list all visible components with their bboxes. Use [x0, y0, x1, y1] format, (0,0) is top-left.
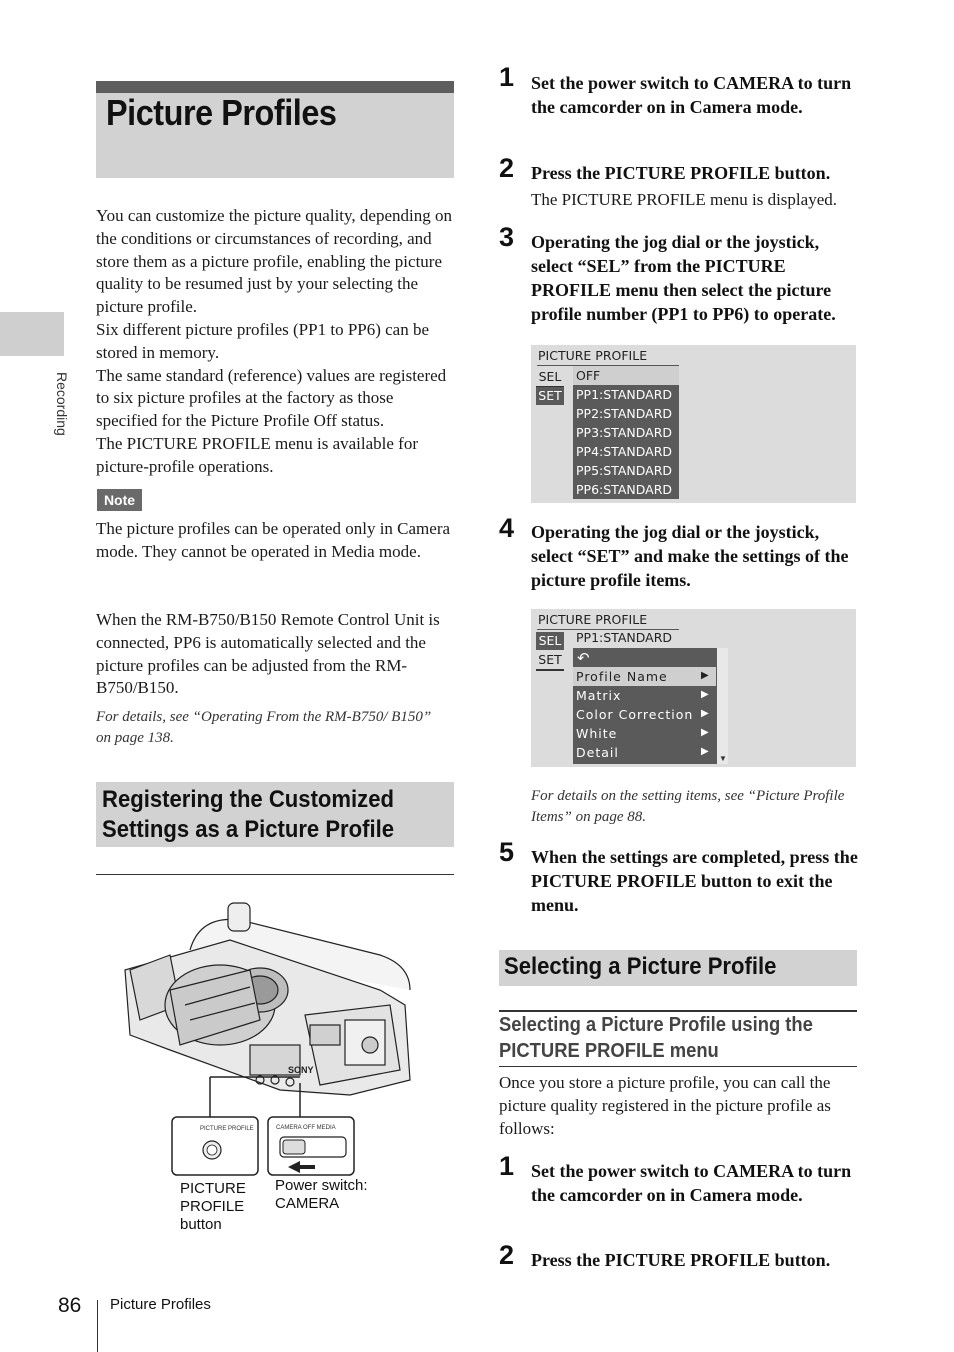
menu-item[interactable]: Detail — [576, 745, 619, 760]
pp-button-small-label: PICTURE PROFILE — [200, 1126, 254, 1132]
note-badge: Note — [97, 489, 142, 511]
submenu-arrow-icon: ▶ — [701, 727, 709, 738]
intro-paragraph: You can customize the picture quality, depending on the conditions or circumstances of recording, and store them as a picture profile, enabling the picture quality to be resumed just by your selecting the picture profile. — [96, 206, 452, 317]
divider — [96, 874, 454, 875]
menu-list — [573, 648, 728, 764]
step-number: 1 — [499, 1151, 515, 1181]
return-icon[interactable]: ↶ — [577, 649, 590, 667]
step-number: 4 — [499, 513, 515, 543]
menu-item[interactable]: PP4:STANDARD — [576, 444, 673, 459]
tag-sel: SEL — [536, 368, 564, 388]
note-paragraph: When the RM-B750/B150 Remote Control Unit is connected, PP6 is automatically selected and the picture profiles can be adjusted from the RM-B750/B150. — [96, 610, 440, 698]
intro-paragraph: The same standard (reference) values are registered to six picture profiles at the factory as those specified for the Picture Profile Off status. — [96, 365, 447, 431]
note-paragraph: The picture profiles can be operated only in Camera mode. They cannot be operated in Media mode. — [96, 519, 451, 561]
step-description: The PICTURE PROFILE menu is displayed. — [531, 190, 837, 209]
menu-item[interactable]: PP2:STANDARD — [576, 406, 673, 421]
menu-item[interactable]: PP3:STANDARD — [576, 425, 673, 440]
note-text — [96, 518, 458, 564]
submenu-arrow-icon: ▶ — [701, 689, 709, 700]
screen-title: PICTURE PROFILE — [538, 612, 648, 627]
select-intro: Once you store a picture profile, you can call the picture quality registered in the picture profile as follows: — [499, 1073, 831, 1138]
step-number: 1 — [499, 62, 515, 92]
section-heading-text: Selecting a Picture Profile — [504, 953, 777, 980]
divider — [499, 1066, 857, 1067]
footer-divider — [97, 1300, 98, 1352]
brand-logo: SONY — [288, 1065, 314, 1075]
side-tab — [0, 312, 64, 356]
step-text: Press the PICTURE PROFILE button. — [531, 163, 831, 183]
step-number: 5 — [499, 837, 515, 867]
step-number: 3 — [499, 222, 515, 252]
submenu-arrow-icon: ▶ — [701, 708, 709, 719]
menu-list — [573, 366, 679, 499]
screen-title: PICTURE PROFILE — [538, 348, 648, 363]
step-text: Operating the jog dial or the joystick, select “SET” and make the settings of the picture profile items. — [531, 522, 849, 590]
intro-paragraph: Six different picture profiles (PP1 to PP6) can be stored in memory. — [96, 319, 430, 362]
intro-paragraph: The PICTURE PROFILE menu is available for picture-profile operations. — [96, 433, 419, 476]
menu-item[interactable]: PP6:STANDARD — [576, 482, 673, 497]
cross-reference: For details, see “Operating From the RM-B750/ B150” on page 138. — [96, 709, 432, 746]
menu-item[interactable]: Profile Name — [573, 667, 716, 686]
tag-set: SET — [536, 387, 564, 405]
current-profile: PP1:STANDARD — [576, 630, 673, 645]
page-title: Picture Profiles — [106, 92, 337, 133]
step-number: 2 — [499, 153, 515, 183]
cross-reference: For details on the setting items, see “Picture Profile Items” on page 88. — [531, 788, 845, 825]
switch-small-label: CAMERA OFF MEDIA — [276, 1125, 336, 1131]
step-number: 2 — [499, 1240, 515, 1270]
intro-text — [96, 205, 458, 479]
menu-item[interactable]: Matrix — [576, 688, 622, 703]
menu-item[interactable]: PP1:STANDARD — [576, 387, 673, 402]
note-text-remote — [96, 609, 458, 700]
callout-power-switch: Power switch: CAMERA — [275, 1177, 368, 1212]
scroll-down-icon[interactable]: ▼ — [719, 754, 727, 763]
tag-sel: SEL — [536, 632, 564, 650]
subsection-heading: Selecting a Picture Profile using the PICTURE PROFILE menu — [499, 1014, 813, 1062]
menu-screen-profile-settings — [531, 609, 856, 767]
callout-picture-profile-button: PICTURE PROFILE button — [180, 1180, 246, 1233]
footer-title: Picture Profiles — [110, 1296, 211, 1313]
menu-item[interactable]: Color Correction — [576, 707, 694, 722]
page-number: 86 — [58, 1294, 82, 1317]
step-text: When the settings are completed, press the PICTURE PROFILE button to exit the menu. — [531, 847, 858, 915]
section-heading-register — [96, 782, 454, 847]
tag-set: SET — [536, 651, 564, 671]
step-text: Set the power switch to CAMERA to turn the camcorder on in Camera mode. — [531, 1161, 852, 1205]
step-text: Set the power switch to CAMERA to turn the camcorder on in Camera mode. — [531, 73, 852, 117]
section-heading-select — [499, 950, 857, 986]
step-text: Operating the jog dial or the joystick, select “SEL” from the PICTURE PROFILE menu then select the picture profile number (PP1 to PP6) to operate. — [531, 232, 836, 324]
menu-screen-picture-profile — [531, 345, 856, 503]
step-text: Press the PICTURE PROFILE button. — [531, 1250, 831, 1270]
menu-item[interactable]: PP5:STANDARD — [576, 463, 673, 478]
menu-item[interactable]: OFF — [573, 366, 679, 385]
side-tab-label: Recording — [54, 372, 70, 436]
submenu-arrow-icon: ▶ — [701, 746, 709, 757]
section-heading-text: Registering the Customized Settings as a Picture Profile — [102, 786, 395, 843]
scrollbar[interactable] — [717, 648, 728, 764]
menu-item[interactable]: White — [576, 726, 618, 741]
submenu-arrow-icon: ▶ — [701, 670, 709, 681]
